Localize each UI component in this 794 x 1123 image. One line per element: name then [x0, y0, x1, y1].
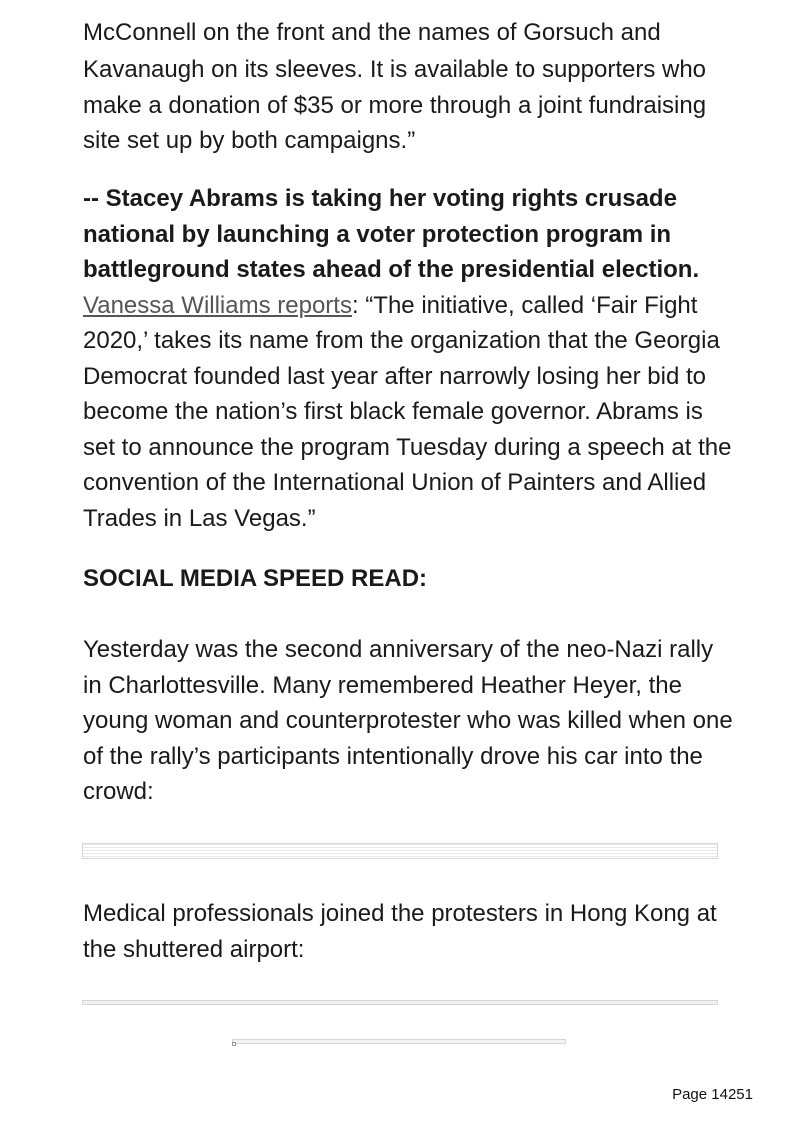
- broken-image-icon: [232, 1042, 236, 1046]
- page-number: Page 14251: [672, 1086, 753, 1103]
- paragraph-stacey-abrams: [83, 181, 733, 536]
- abrams-quote: : “The initiative, called ‘Fair Fight 2020,’ takes its name from the organization that the Georgia Democrat founded last year after narrowly losing her bid to become the nation’s first black female governor. Abrams is set to announce the program Tuesday during a speech at the convention of the International Union of Painters and Allied Trades in Las Vegas.”: [83, 291, 732, 532]
- embedded-tweet-placeholder: [82, 843, 718, 859]
- section-heading: SOCIAL MEDIA SPEED READ:: [83, 565, 428, 592]
- paragraph-campaign-shirt: Kavanaugh on its sleeves. It is available to supporters who make a donation of $35 or more through a joint fundraising site set up by both campaigns.”: [83, 56, 707, 154]
- clipped-text-line: [83, 20, 723, 46]
- paragraph-charlottesville: Yesterday was the second anniversary of the neo-Nazi rally in Charlottesville. Many remembered Heather Heyer, the young woman and counterprotester who was killed when one of the rally’s participants intentionally drove his car into the crowd:: [83, 636, 733, 805]
- abrams-bold-lead: -- Stacey Abrams is taking her voting rights crusade national by launching a voter protection program in battleground states ahead of the presidential election.: [83, 185, 700, 283]
- embedded-media-bar: [232, 1039, 566, 1044]
- vanessa-williams-link[interactable]: Vanessa Williams reports: [83, 291, 352, 319]
- paragraph-hong-kong: Medical professionals joined the protesters in Hong Kong at the shuttered airport:: [83, 900, 717, 963]
- clipped-text: McConnell on the front and the names of Gorsuch and: [83, 20, 661, 46]
- embedded-media-placeholder: [82, 1000, 718, 1005]
